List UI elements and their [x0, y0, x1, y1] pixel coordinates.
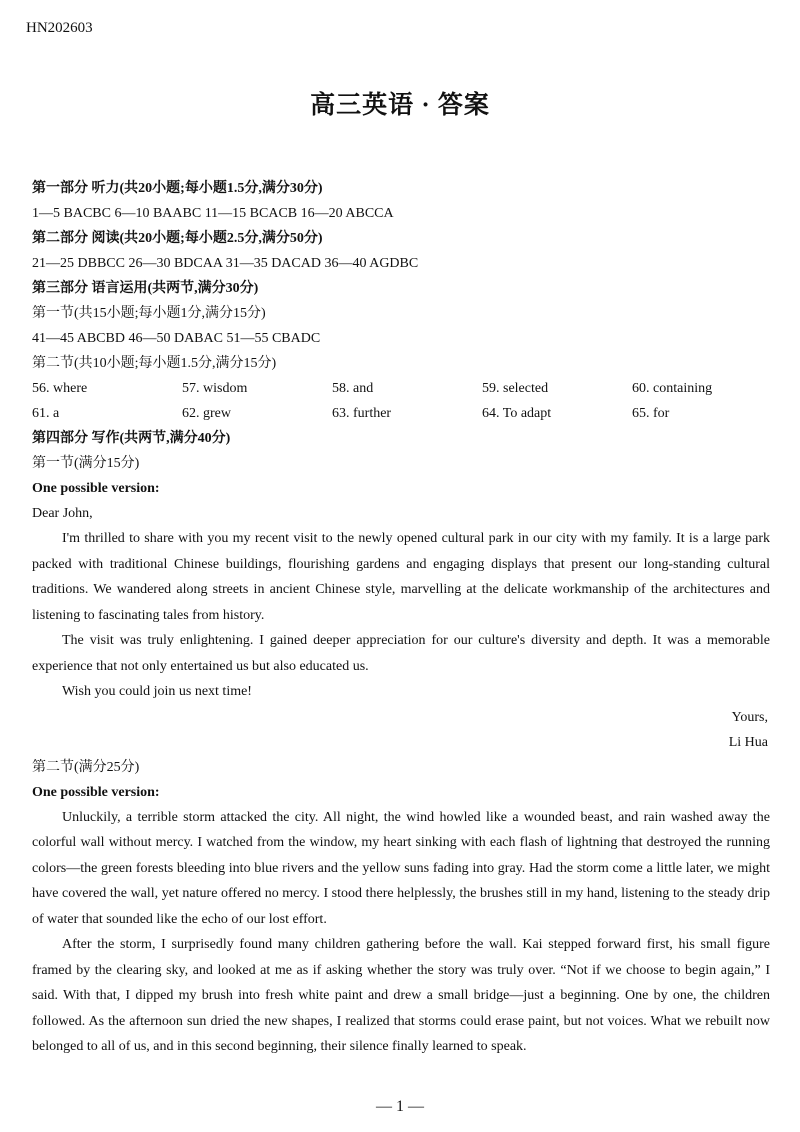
answer-item: 58. and	[332, 381, 374, 396]
letter-closing: Yours,	[731, 709, 768, 725]
letter-paragraph-2: The visit was truly enlightening. I gained deeper appreciation for our culture's diversity and depth. It was a memorable experience that not only entertained us but also educated us.	[32, 633, 770, 674]
part1-heading: 第一部分 听力(共20小题;每小题1.5分,满分30分)	[32, 181, 323, 196]
part3-sec1-answers: 41—45 ABCBD 46—50 DABAC 51—55 CBADC	[32, 331, 321, 346]
answer-item: 64. To adapt	[482, 406, 552, 421]
story-paragraph-1: Unluckily, a terrible storm attacked the city. All night, the wind howled like a wounded beast, and rain washed away the colorful wall without mercy. I watched from the window, my heart sinking with each flash of lightning that destroyed the running colors—the green forests bleeding into blue rivers and the yellow suns fading into gray. Had the storm come a little later, we might have covered the wall, yet nature offered no mercy. I stood there helplessly, the brushes still in my hand, listening to the steady drip of water that sounded like the echo of our lost effort.	[32, 809, 770, 927]
part4-sec1-heading: 第一节(满分15分)	[32, 456, 140, 471]
answer-item: 61. a	[32, 406, 60, 421]
answer-item: 56. where	[32, 381, 88, 396]
answer-item: 63. further	[332, 406, 392, 421]
letter-greeting: Dear John,	[32, 506, 93, 521]
letter-signature: Li Hua	[728, 734, 768, 750]
part3-heading: 第三部分 语言运用(共两节,满分30分)	[32, 281, 259, 296]
document-code: HN202603	[26, 20, 93, 36]
part2-answers: 21—25 DBBCC 26—30 BDCAA 31—35 DACAD 36—40 AGDBC	[32, 256, 419, 271]
part1-answers: 1—5 BACBC 6—10 BAABC 11—15 BCACB 16—20 ABCCA	[32, 206, 394, 221]
part4-sec2-heading: 第二节(满分25分)	[32, 759, 140, 775]
part3-sec2-heading: 第二节(共10小题;每小题1.5分,满分15分)	[32, 356, 277, 371]
answer-content	[32, 176, 770, 1060]
part4-sec2-label: One possible version:	[32, 784, 160, 800]
letter-paragraph-1: I'm thrilled to share with you my recent visit to the newly opened cultural park in our city with my family. It is a large park packed with traditional Chinese buildings, flourishing gardens and engaging displays that present our long-standing cultural traditions. We wandered along streets in ancient Chinese style, marvelling at the delicate workmanship of the architectures and listening to fascinating tales from history.	[32, 531, 770, 623]
page-number: — 1 —	[376, 1098, 424, 1115]
part3-sec2-answer-grid	[32, 376, 770, 426]
part2-heading: 第二部分 阅读(共20小题;每小题2.5分,满分50分)	[32, 231, 323, 246]
part4-sec1-label: One possible version:	[32, 481, 160, 496]
answer-item: 62. grew	[182, 406, 231, 421]
page-title: 高三英语 · 答案	[310, 92, 490, 119]
answer-item: 60. containing	[632, 381, 713, 396]
answer-item: 65. for	[632, 406, 670, 421]
story-paragraph-2: After the storm, I surprisedly found many children gathering before the wall. Kai stepped forward first, his small figure framed by the clearing sky, and looked at me as if asking whether the story was truly over. “Not if we choose to begin again,” I said. With that, I dipped my brush into fresh white paint and drew a small bridge—just a beginning. One by one, the children followed. As the afternoon sun dried the new shapes, I realized that storms could erase paint, but not voices. What we rebuilt now belonged to all of us, and in this second beginning, their silence finally learned to speak.	[32, 937, 770, 1054]
part4-heading: 第四部分 写作(共两节,满分40分)	[32, 431, 231, 446]
letter-paragraph-3: Wish you could join us next time!	[62, 684, 252, 699]
answer-item: 59. selected	[482, 381, 549, 396]
answer-item: 57. wisdom	[182, 381, 248, 396]
part3-sec1-heading: 第一节(共15小题;每小题1分,满分15分)	[32, 306, 266, 321]
